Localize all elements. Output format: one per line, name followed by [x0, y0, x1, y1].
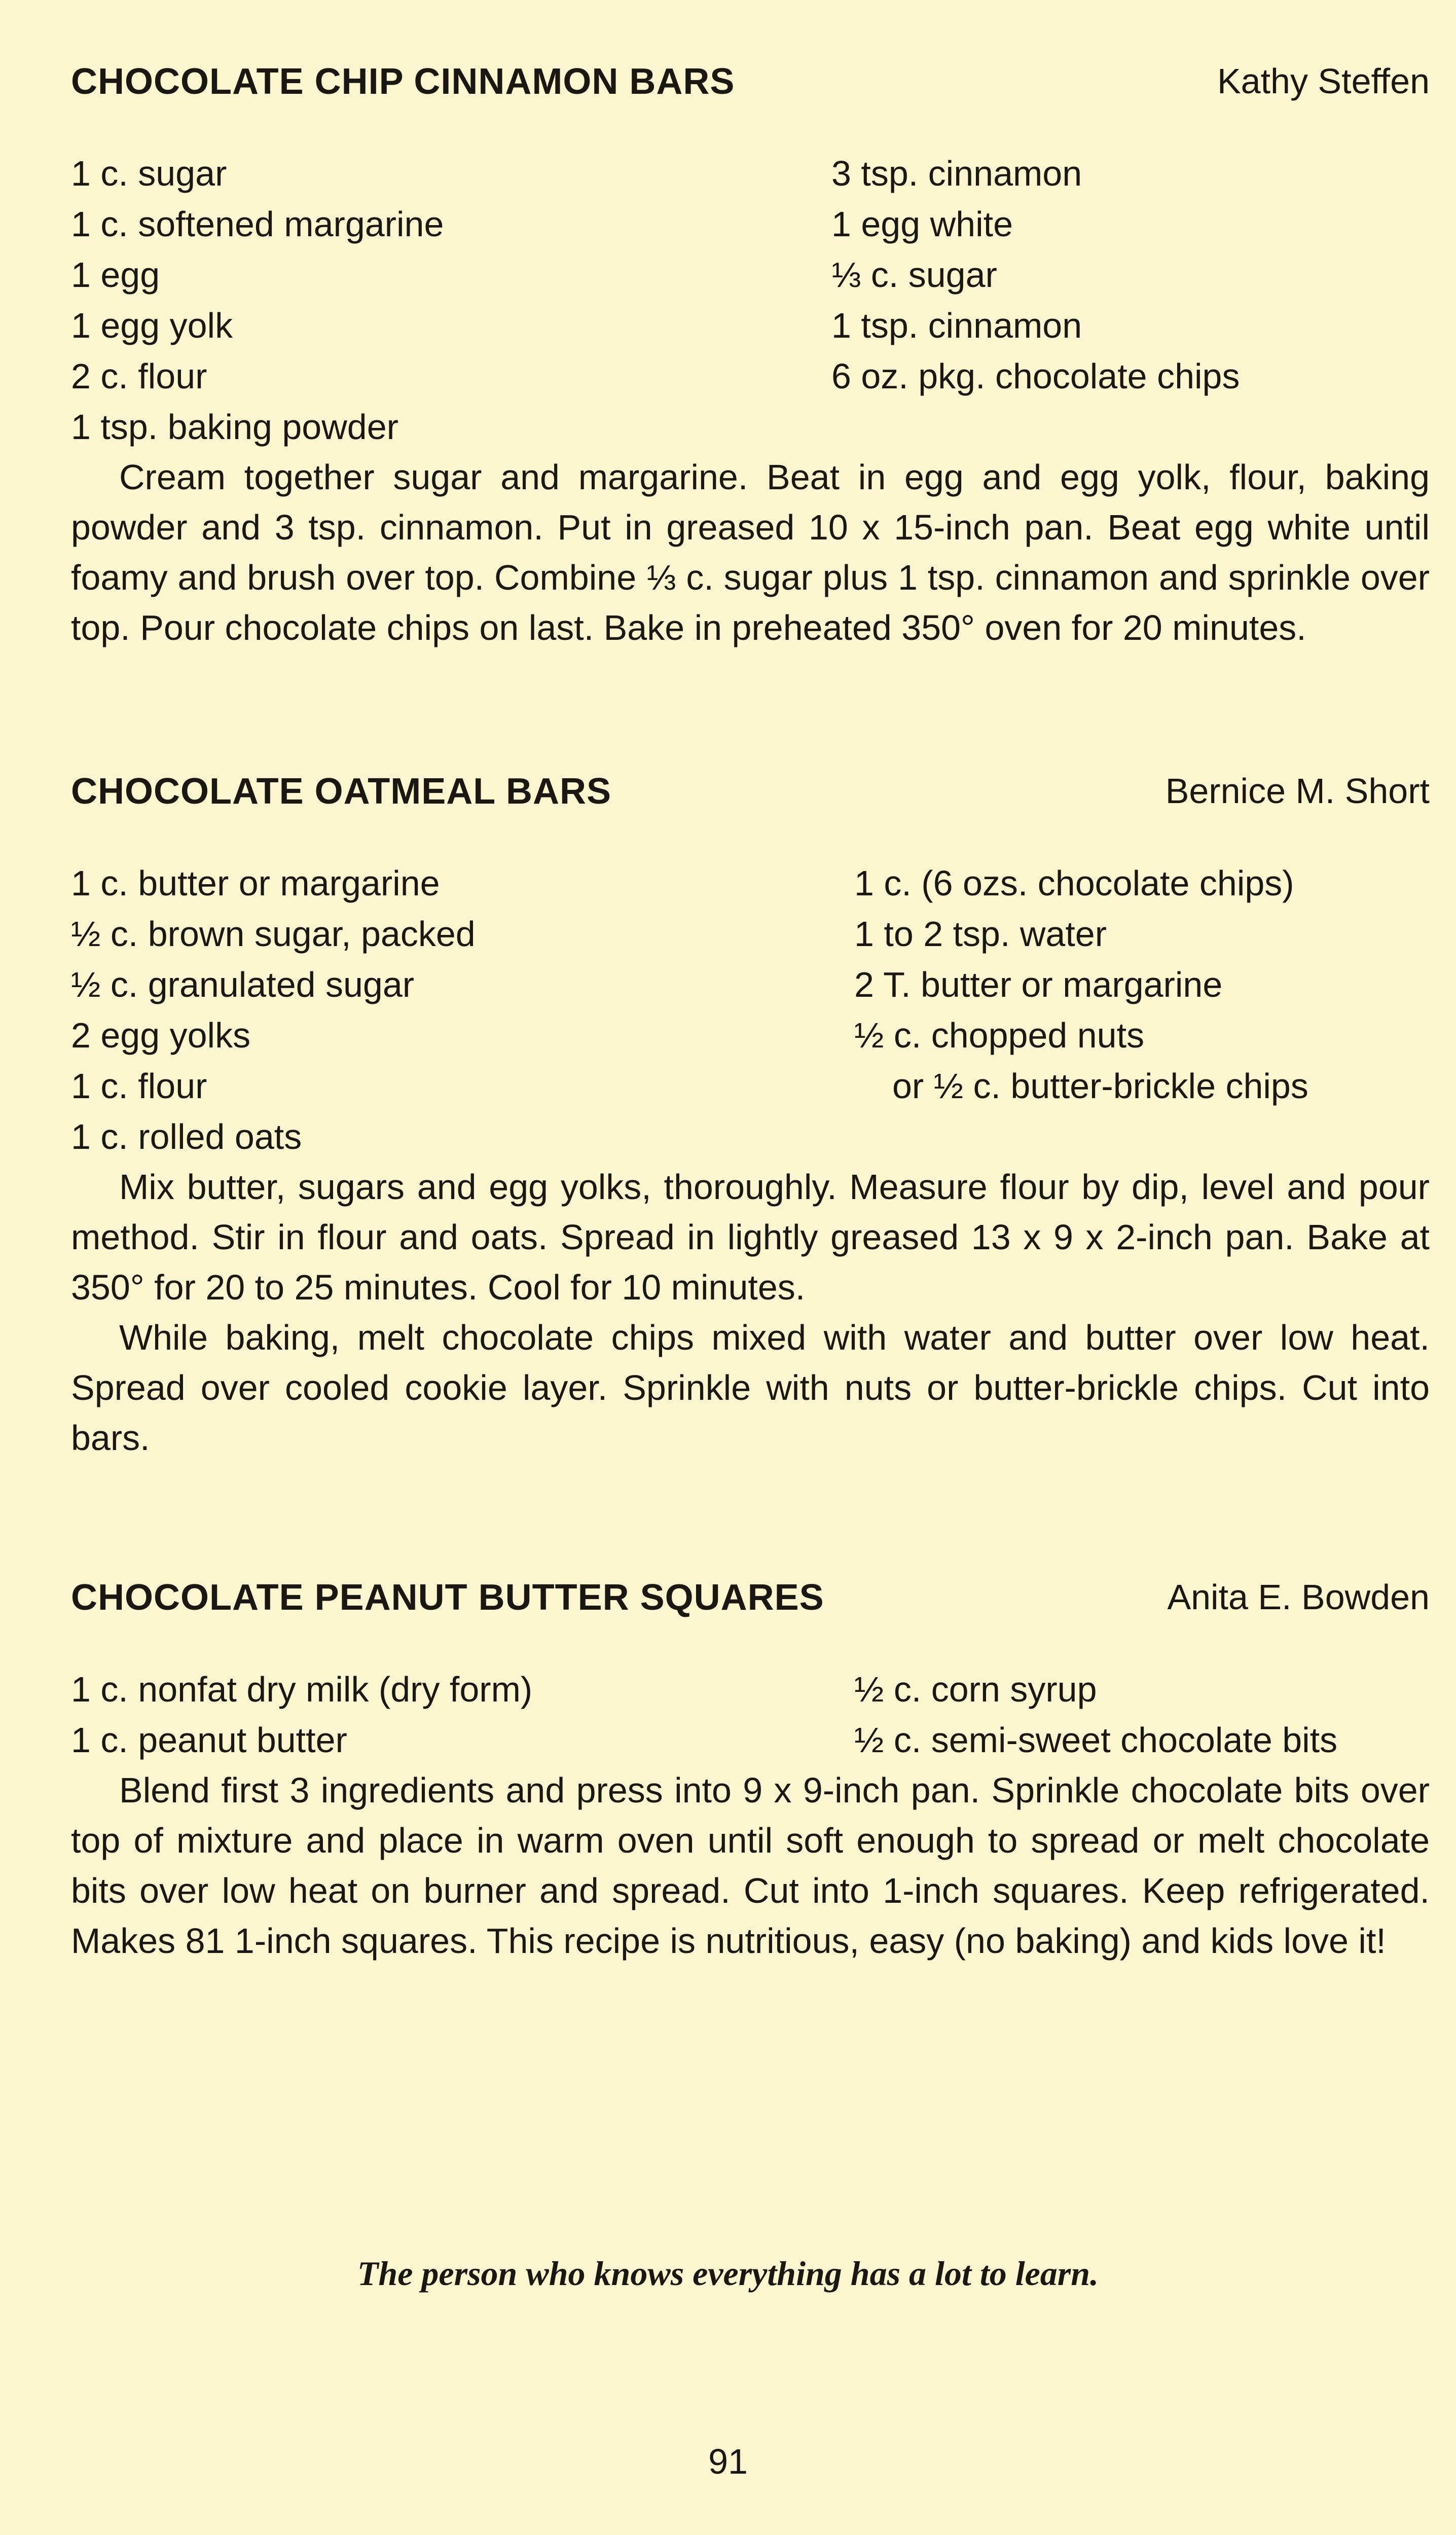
- recipe-author: Kathy Steffen: [1217, 61, 1430, 101]
- ingredient-item: 1 c. nonfat dry milk (dry form): [71, 1670, 533, 1709]
- ingredient-column-right: [854, 858, 1308, 1111]
- ingredient-item: 2 c. flour: [71, 356, 207, 396]
- ingredient-item: 3 tsp. cinnamon: [831, 154, 1082, 193]
- page-quote: The person who knows everything has a lot to learn.: [357, 2254, 1099, 2293]
- directions-paragraph: While baking, melt chocolate chips mixed with water and butter over low heat. Spread over cooled cookie layer. Sprinkle with nuts or butter-brickle chips. Cut into bars.: [71, 1318, 1430, 1458]
- recipe-chocolate-oatmeal-bars: [71, 771, 1430, 1458]
- ingredient-item: ½ c. chopped nuts: [854, 1016, 1145, 1055]
- ingredient-item: 1 tsp. baking powder: [71, 407, 398, 447]
- ingredient-item: or ½ c. butter-brickle chips: [892, 1066, 1308, 1106]
- page-number: 91: [708, 2442, 748, 2481]
- ingredient-item: 1 c. butter or margarine: [71, 863, 440, 903]
- ingredient-item: ½ c. corn syrup: [854, 1670, 1097, 1709]
- recipe-directions: [71, 1162, 1430, 1463]
- ingredient-item: ½ c. brown sugar, packed: [71, 914, 476, 954]
- recipe-chocolate-peanut-butter-squares: [71, 1577, 1430, 1961]
- ingredient-item: 1 c. peanut butter: [71, 1720, 347, 1760]
- ingredient-item: ½ c. granulated sugar: [71, 965, 415, 1004]
- ingredient-item: 1 c. softened margarine: [71, 204, 444, 244]
- directions-paragraph: Blend first 3 ingredients and press into 9 x 9-inch pan. Sprinkle chocolate bits over top of mixture and place in warm oven until soft enough to spread or melt chocolate bits over low heat on burner and spread. Cut into 1-inch squares. Keep refrigerated. Makes 81 1-inch squares. This recipe is nutritious, easy (no baking) and kids love it!: [71, 1770, 1430, 1961]
- recipe-header: [71, 61, 1430, 112]
- directions-paragraph: Mix butter, sugars and egg yolks, thoroughly. Measure flour by dip, level and pour method. Stir in flour and oats. Spread in lightly greased 13 x 9 x 2-inch pan. Bake at 350° for 20 to 25 minutes. Cool for 10 minutes.: [71, 1167, 1430, 1307]
- ingredient-column-right: [854, 1664, 1337, 1765]
- ingredient-item: ½ c. semi-sweet chocolate bits: [854, 1720, 1338, 1760]
- ingredient-item: 1 c. sugar: [71, 154, 227, 193]
- ingredient-item: 2 egg yolks: [71, 1016, 251, 1055]
- ingredient-column-right: [831, 148, 1240, 402]
- ingredient-column-left: [71, 148, 444, 452]
- ingredient-column-left: [71, 1664, 532, 1765]
- ingredient-item: 2 T. butter or margarine: [854, 965, 1223, 1004]
- ingredient-column-left: [71, 858, 476, 1162]
- recipe-title: CHOCOLATE CHIP CINNAMON BARS: [71, 61, 735, 102]
- recipe-chocolate-chip-cinnamon-bars: [71, 61, 1430, 647]
- ingredient-list: [71, 1664, 1430, 1765]
- ingredient-item: 1 to 2 tsp. water: [854, 914, 1107, 954]
- ingredient-item: 1 tsp. cinnamon: [831, 306, 1082, 345]
- ingredient-item: ⅓ c. sugar: [831, 255, 997, 295]
- ingredient-item: 1 egg yolk: [71, 306, 233, 345]
- ingredient-list: [71, 148, 1430, 452]
- ingredient-item: 1 c. (6 ozs. chocolate chips): [854, 863, 1294, 903]
- ingredient-item: 1 c. flour: [71, 1066, 207, 1106]
- ingredient-item: 1 egg white: [831, 204, 1013, 244]
- recipe-title: CHOCOLATE OATMEAL BARS: [71, 771, 611, 812]
- recipe-header: [71, 771, 1430, 821]
- directions-paragraph: Cream together sugar and margarine. Beat in egg and egg yolk, flour, baking powder and 3 tsp. cinnamon. Put in greased 10 x 15-inch pan. Beat egg white until foamy and brush over top. Combine ⅓ c. sugar plus 1 tsp. cinnamon and sprinkle over top. Pour chocolate chips on last. Bake in preheated 350° oven for 20 minutes.: [71, 457, 1430, 647]
- ingredient-item: 1 c. rolled oats: [71, 1117, 302, 1156]
- ingredient-list: [71, 858, 1430, 1162]
- recipe-title: CHOCOLATE PEANUT BUTTER SQUARES: [71, 1577, 824, 1618]
- ingredient-item: 6 oz. pkg. chocolate chips: [831, 356, 1240, 396]
- recipe-author: Bernice M. Short: [1165, 771, 1430, 811]
- recipe-directions: [71, 452, 1430, 653]
- recipe-directions: [71, 1765, 1430, 1966]
- recipe-author: Anita E. Bowden: [1167, 1577, 1430, 1617]
- ingredient-item: 1 egg: [71, 255, 160, 295]
- recipe-header: [71, 1577, 1430, 1627]
